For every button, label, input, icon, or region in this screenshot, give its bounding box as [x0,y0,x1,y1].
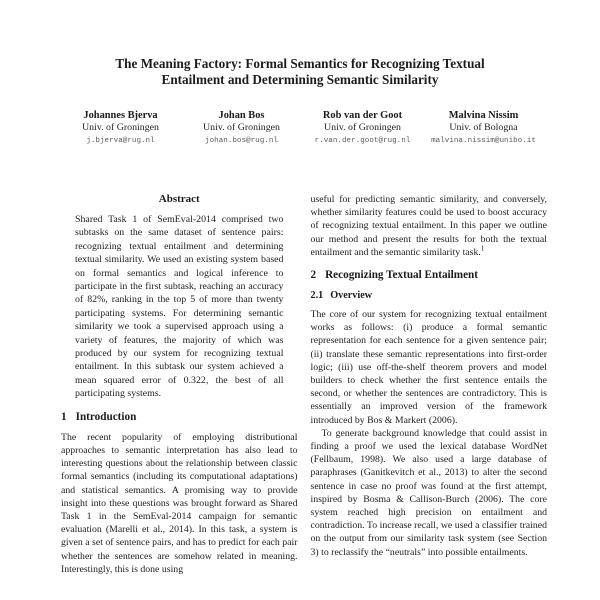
author-name: Johan Bos [218,110,265,121]
paper-title [0,56,600,88]
introduction-continuation-text: useful for predicting semantic similarity, and conversely, whether similarity features could be used to boost accuracy of recognizing textual entailment. In this paper we outline our method and present the results for both the textual entailment and the semantic similarity task. [310,194,547,258]
author-block-2 [181,109,302,147]
author-email: j.bjerva@rug.nl [86,137,155,145]
introduction-continuation-paragraph [311,193,548,259]
author-block-4 [423,109,544,147]
author-name: Rob van der Goot [322,110,403,121]
introduction-paragraph: The recent popularity of employing distributional approaches to semantic interpretation has also lead to interesting questions about the relationship between classic formal semantics (including its computational adaptations) and statistical semantics. A promising way to provide insight into these questions was brought forward as Shared Task 1 in the SemEval-2014 campaign for semantic evaluation (Marelli et al., 2014). In this task, a system is given a set of sentence pairs, and has to predict for each pair whether the sentences are somehow related in meaning. Interestingly, this is done using [61,431,298,575]
subsection-2-1-title: Overview [330,290,373,302]
author-email: johan.bos@rug.nl [205,137,278,145]
author-affiliation: Univ. of Groningen [203,122,280,133]
author-email: malvina.nissim@unibo.it [431,137,536,145]
section-1-title: Introduction [75,410,137,423]
author-affiliation: Univ. of Groningen [324,122,401,133]
section-2-number: 2 [310,269,317,282]
author-block-3 [302,109,423,147]
overview-paragraph-1: The core of our system for recognizing textual entailment works as follows: (i) produce a formal semantic representation for each sentence for a given sentence pair; (ii) translate these semantic representations into first-order logic; (iii) use off-the-shelf theorem provers and model builders to check whether the first sentence entails the second, or whether the sentences are contradictory. This is essentially an improved version of the framework introduced by Bos & Markert (2006). [310,309,547,426]
column-right [311,193,548,576]
subsection-2-1-heading [311,289,548,302]
abstract-text: Shared Task 1 of SemEval-2014 comprised two subtasks on the same dataset of sentence pairs: recognizing textual entailment and determining textual similarity. We used an existing system based on formal semantics and logical inference to participate in the first subtask, reaching an accuracy of 82%, ranking in the top 5 of more than twenty participating systems. For determining semantic similarity we took a supervised approach using a variety of features, the majority of which was produced by our system for recognizing textual entailment. In this subtask our system achieved a mean squared error of 0.322, the best of all participating systems. [75,214,284,400]
abstract-heading: Abstract [158,193,200,205]
column-left [61,193,298,576]
author-name: Malvina Nissim [448,110,519,121]
section-1-number: 1 [61,410,67,423]
overview-paragraph-2: To generate background knowledge that could assist in finding a proof we used the lexical database WordNet (Fellbaum, 1998). We also used a large database of paraphrases (Ganitkevitch et al., 2013) to alter the second sentence in case no proof was found at the first attempt, inspired by Bosma & Callison-Burch (2006). The core system reached high precision on entailment and contradiction. To increase recall, we used a classifier trained on the output from our similarity task system (see Section 3) to reclassify the “neutrals” into possible entailments. [310,427,547,558]
author-block-1 [60,109,181,147]
author-name: Johannes Bjerva [83,110,158,121]
paper-title-line-2: Entailment and Determining Semantic Similarity [161,72,439,87]
author-affiliation: Univ. of Bologna [449,122,518,133]
section-2-title: Recognizing Textual Entailment [325,269,478,282]
body-columns [61,193,547,576]
footnote-marker: 1 [480,244,485,253]
subsection-2-1-number: 2.1 [310,290,324,302]
author-email: r.van.der.goot@rug.nl [314,137,411,145]
section-1-heading [61,410,298,424]
author-affiliation: Univ. of Groningen [82,122,159,133]
paper-title-line-1: The Meaning Factory: Formal Semantics for Recognizing Textual [115,56,485,71]
authors-row [60,109,544,147]
section-2-heading [311,268,548,282]
